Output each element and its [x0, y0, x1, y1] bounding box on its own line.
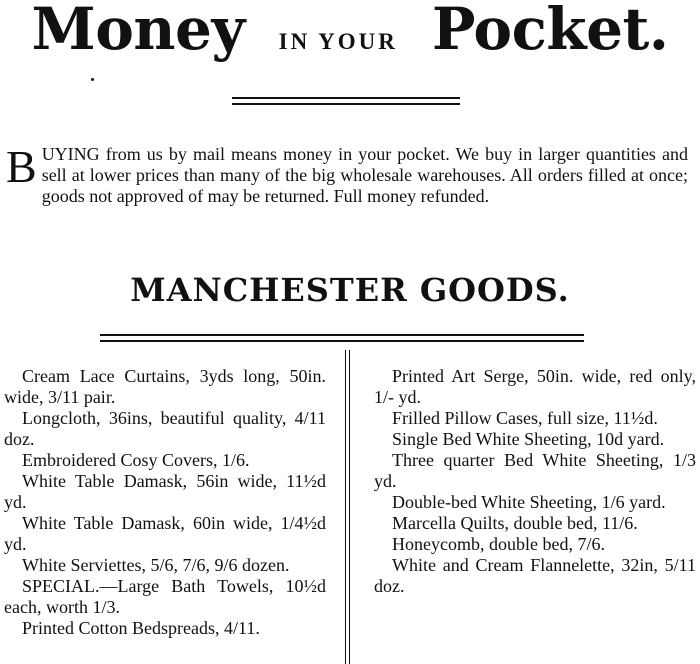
left-column — [4, 366, 326, 639]
list-item: Cream Lace Curtains, 3yds long, 50in. wide, 3/11 pair. — [4, 366, 326, 407]
list-item: Honeycomb, double bed, 7/6. — [392, 534, 605, 554]
list-item: Frilled Pillow Cases, full size, 11½d. — [392, 408, 658, 428]
headline — [0, 0, 700, 80]
headline-in-your: IN YOUR — [278, 29, 398, 54]
list-item: SPECIAL.—Large Bath Towels, 10½d each, worth 1/3. — [4, 576, 326, 617]
list-item: Marcella Quilts, double bed, 11/6. — [392, 513, 638, 533]
decorative-dot — [91, 78, 94, 81]
headline-rule — [232, 97, 460, 105]
column-divider — [345, 350, 350, 664]
list-item: Embroidered Cosy Covers, 1/6. — [22, 450, 250, 470]
section-title: MANCHESTER GOODS. — [130, 271, 570, 309]
list-item: Double-bed White Sheeting, 1/6 yard. — [392, 492, 666, 512]
drop-cap: B — [6, 141, 37, 192]
list-item: White Table Damask, 60in wide, 1/4½d yd. — [4, 513, 326, 554]
list-item: White Table Damask, 56in wide, 11½d yd. — [4, 471, 326, 512]
list-item: Three quarter Bed White Sheeting, 1/3 yd. — [374, 450, 696, 491]
list-item: Printed Cotton Bedspreads, 4/11. — [22, 618, 260, 638]
intro-text: UYING from us by mail means money in your pocket. We buy in larger quantities and sell at lower prices than many of the big wholesale warehouses. All orders filled at once; goods not approved of may be returned. Full money refunded. — [41, 144, 688, 206]
section-rule — [100, 334, 584, 342]
list-item: White Serviettes, 5/6, 7/6, 9/6 dozen. — [22, 555, 290, 575]
list-item: Single Bed White Sheeting, 10d yard. — [392, 429, 665, 449]
headline-pocket: Pocket. — [431, 0, 669, 63]
list-item: Longcloth, 36ins, beautiful quality, 4/11 doz. — [4, 408, 326, 449]
list-item: White and Cream Flannelette, 32in, 5/11 doz. — [374, 555, 696, 596]
list-item: Printed Art Serge, 50in. wide, red only, 1/- yd. — [374, 366, 696, 407]
headline-money: Money — [31, 0, 245, 63]
intro-paragraph — [6, 141, 688, 207]
right-column — [374, 366, 696, 597]
